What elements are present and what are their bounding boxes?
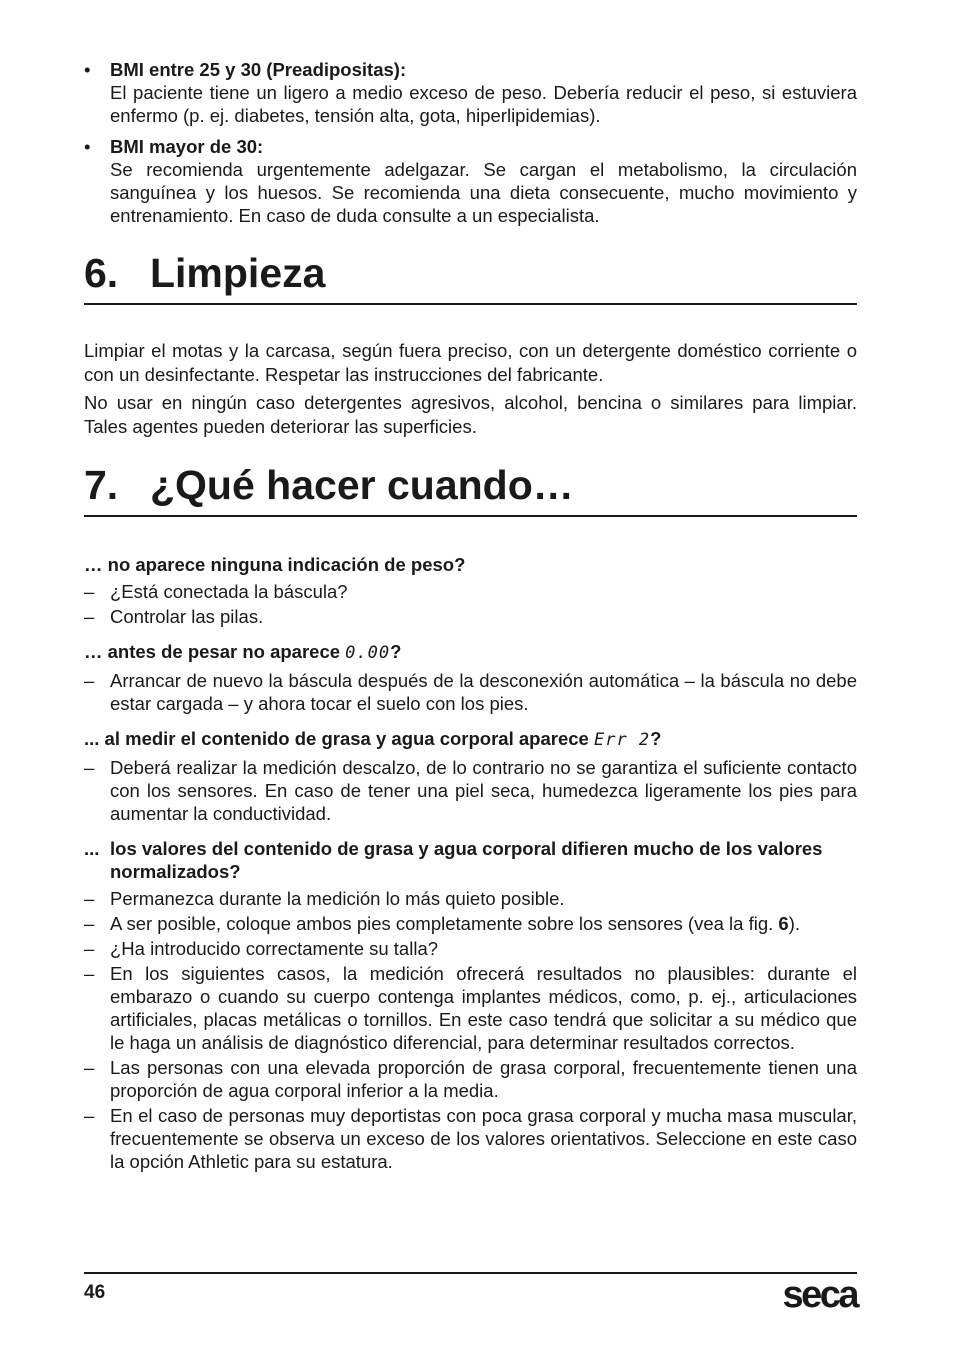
answer-text-end: ). <box>788 913 801 934</box>
bullet-marker: • <box>84 59 91 80</box>
answer-item <box>84 580 857 603</box>
answer-text: Deberá realizar la medición descalzo, de lo contrario no se garantiza el suficiente contacto con los sensores. En caso de tener una piel seca, humedezca ligeramente los pies para aumentar la conductividad. <box>110 757 857 824</box>
answer-item <box>84 1056 857 1102</box>
dash-marker: – <box>84 888 95 909</box>
answer-item <box>84 887 857 910</box>
dash-marker: – <box>84 606 95 627</box>
dash-marker: – <box>84 963 95 984</box>
answer-item <box>84 962 857 1054</box>
section-title: Limpieza <box>150 250 326 296</box>
dash-marker: – <box>84 757 95 778</box>
bmi-25-30-bullet <box>84 58 857 127</box>
answer-text: En los siguientes casos, la medición ofrecerá resultados no plausibles: durante el embarazo o cuando su cuerpo contenga implantes médicos, como, p. ej., articulaciones artificiales, placas metálicas o tornillos. En este caso tendrá que solicitar a su médico que le haga un análisis de diagnóstico diferencial, para determinar resultados correctos. <box>110 963 857 1053</box>
section-6-heading <box>84 249 857 305</box>
answer-text: ¿Ha introducido correctamente su talla? <box>110 938 439 959</box>
question-no-zero <box>84 640 857 665</box>
answer-text: Permanezca durante la medición lo más quieto posible. <box>110 888 565 909</box>
question-text: los valores del contenido de grasa y agua corporal difieren mucho de los valores normalizados? <box>110 838 823 882</box>
lcd-display-text: Err 2 <box>593 730 651 750</box>
answer-item <box>84 605 857 628</box>
lcd-display-text: 0.00 <box>345 643 391 663</box>
question-err2 <box>84 727 857 752</box>
section-7-heading <box>84 461 857 517</box>
bullet-heading: BMI entre 25 y 30 (Preadipositas): <box>110 59 407 80</box>
answer-text: Las personas con una elevada proporción de grasa corporal, frecuentemente tienen una proporción de agua corporal inferior a la media. <box>110 1057 857 1101</box>
bullet-heading: BMI mayor de 30: <box>110 136 264 157</box>
bullet-marker: • <box>84 136 91 157</box>
question-no-weight: … no aparece ninguna indicación de peso? <box>84 554 466 575</box>
question-mark: ? <box>390 641 402 662</box>
paragraph: No usar en ningún caso detergentes agresivos, alcohol, bencina o similares para limpiar. Tales agentes pueden deteriorar las superficies. <box>84 392 857 437</box>
section-6-body <box>84 339 857 439</box>
answer-item <box>84 1104 857 1173</box>
section-title: ¿Qué hacer cuando… <box>150 462 574 508</box>
question-text: ... al medir el contenido de grasa y agua corporal aparece <box>84 728 594 749</box>
page-number: 46 <box>84 1282 106 1303</box>
dash-marker: – <box>84 913 95 934</box>
bullet-text: Se recomienda urgentemente adelgazar. Se cargan el metabolismo, la circulación sanguínea y los huesos. Se recomienda una dieta consecuente, mucho movimiento y entrenamiento. En caso de duda consulte a un especialista. <box>110 159 857 226</box>
answer-text: A ser posible, coloque ambos pies completamente sobre los sensores (vea la fig. <box>110 913 779 934</box>
bmi-over-30-bullet <box>84 135 857 227</box>
answer-text: Arrancar de nuevo la báscula después de la desconexión automática – la báscula no debe estar cargada – y ahora tocar el suelo con los pies. <box>110 670 857 714</box>
section-number: 6. <box>84 250 119 296</box>
answer-item <box>84 937 857 960</box>
question-text: … antes de pesar no aparece <box>84 641 346 662</box>
answer-item <box>84 912 857 935</box>
dash-marker: – <box>84 1105 95 1126</box>
section-number: 7. <box>84 462 119 508</box>
figure-reference: 6 <box>778 913 789 934</box>
dash-marker: – <box>84 581 95 602</box>
question-mark: ? <box>650 728 662 749</box>
answer-text: En el caso de personas muy deportistas con poca grasa corporal y mucha masa muscular, frecuentemente se observa un exceso de los valores orientativos. Seleccione en este caso la opción Athletic para su estatura. <box>110 1105 857 1172</box>
bullet-text: El paciente tiene un ligero a medio exceso de peso. Debería reducir el peso, si estuviera enfermo (p. ej. diabetes, tensión alta, gota, hiperlipidemias). <box>110 82 857 126</box>
answer-item <box>84 756 857 825</box>
page-content <box>84 56 857 1173</box>
answer-text: ¿Está conectada la báscula? <box>110 581 348 602</box>
dash-marker: – <box>84 670 95 691</box>
footer-divider <box>84 1272 857 1274</box>
answer-item <box>84 669 857 715</box>
question-values-differ <box>84 837 857 883</box>
dash-marker: – <box>84 938 95 959</box>
question-lead: ... <box>84 838 100 859</box>
troubleshooting-list <box>84 553 857 1173</box>
dash-marker: – <box>84 1057 95 1078</box>
seca-logo: seca <box>782 1274 857 1316</box>
paragraph: Limpiar el motas y la carcasa, según fuera preciso, con un detergente doméstico corriente o con un desinfectante. Respetar las instrucciones del fabricante. <box>84 340 857 385</box>
answer-text: Controlar las pilas. <box>110 606 264 627</box>
